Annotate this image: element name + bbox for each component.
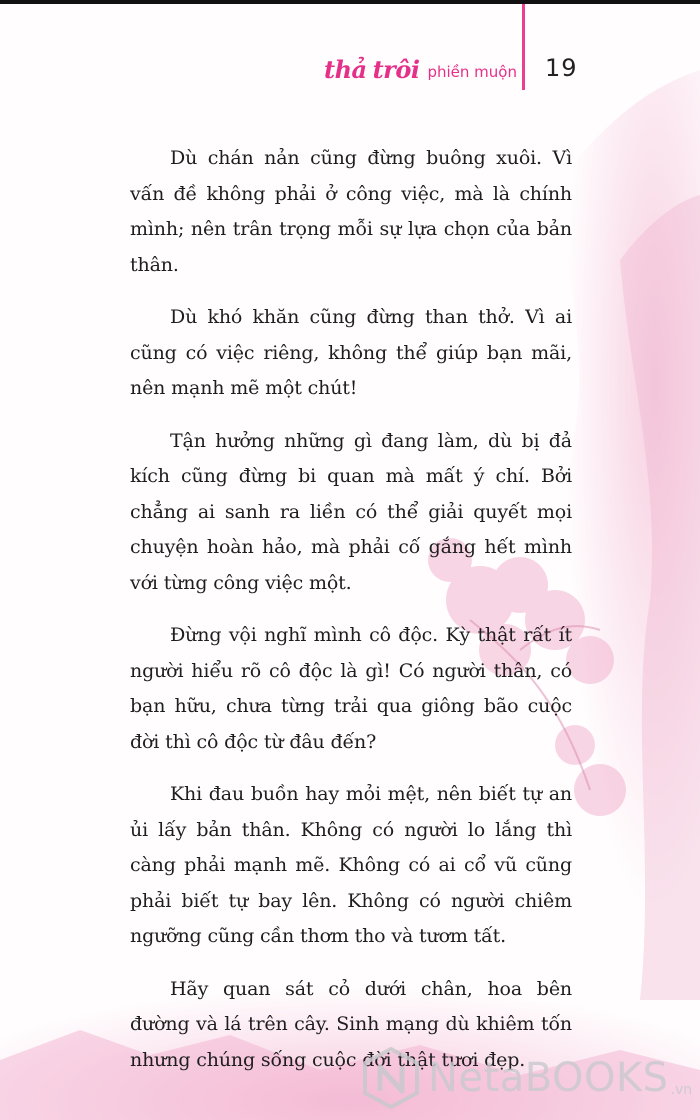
paragraph: Đừng vội nghĩ mình cô độc. Kỳ thật rất ít người hiểu rõ cô độc là gì! Có người thân, có bạn hữu, chưa từng trải qua giông bão cuộc đời thì cô độc từ đâu đến? <box>130 624 572 753</box>
brand-word-troi: trôi <box>372 55 420 84</box>
paragraph: Tận hưởng những gì đang làm, dù bị đả kích cũng đừng bi quan mà mất ý chí. Bởi chẳng ai sanh ra liền có thể giải quyết mọi chuyện hoàn hảo, mà phải cố gắng hết mình với từng công việc một. <box>130 429 572 594</box>
header-divider <box>522 4 525 90</box>
netabooks-logo-icon <box>362 1047 420 1109</box>
paragraph: Dù khó khăn cũng đừng than thở. Vì ai cũng có việc riêng, không thể giúp bạn mãi, nên mạnh mẽ một chút! <box>130 306 572 399</box>
body-text <box>130 141 572 1095</box>
watermark-domain: .vn <box>670 1082 693 1098</box>
brand-word-phien-muon: phiền muộn <box>427 63 517 81</box>
paragraph: Khi đau buồn hay mỏi mệt, nên biết tự an ủi lấy bản thân. Không có người lo lắng thì càng phải mạnh mẽ. Không có ai cổ vũ cũng phải biết tự bay lên. Không có người chiêm ngưỡng cũng cần thơm tho và tươm tất. <box>130 783 572 947</box>
watermark-brand: NetaBOOKS <box>428 1055 669 1101</box>
book-title-logo <box>324 50 517 84</box>
brand-word-tha: thả <box>324 55 367 84</box>
page-number: 19 <box>545 54 578 82</box>
paragraph: Dù chán nản cũng đừng buông xuôi. Vì vấn đề không phải ở công việc, mà là chính mình; nên trân trọng mỗi sự lựa chọn của bản thân. <box>130 147 572 276</box>
paragraph: Hãy quan sát cỏ dưới chân, hoa bên đường và lá trên cây. Sinh mạng dù khiêm tốn nhưng chúng sống cuộc đời thật tươi đẹp. <box>130 977 572 1071</box>
top-rule <box>0 0 700 4</box>
watermark <box>362 1044 692 1112</box>
